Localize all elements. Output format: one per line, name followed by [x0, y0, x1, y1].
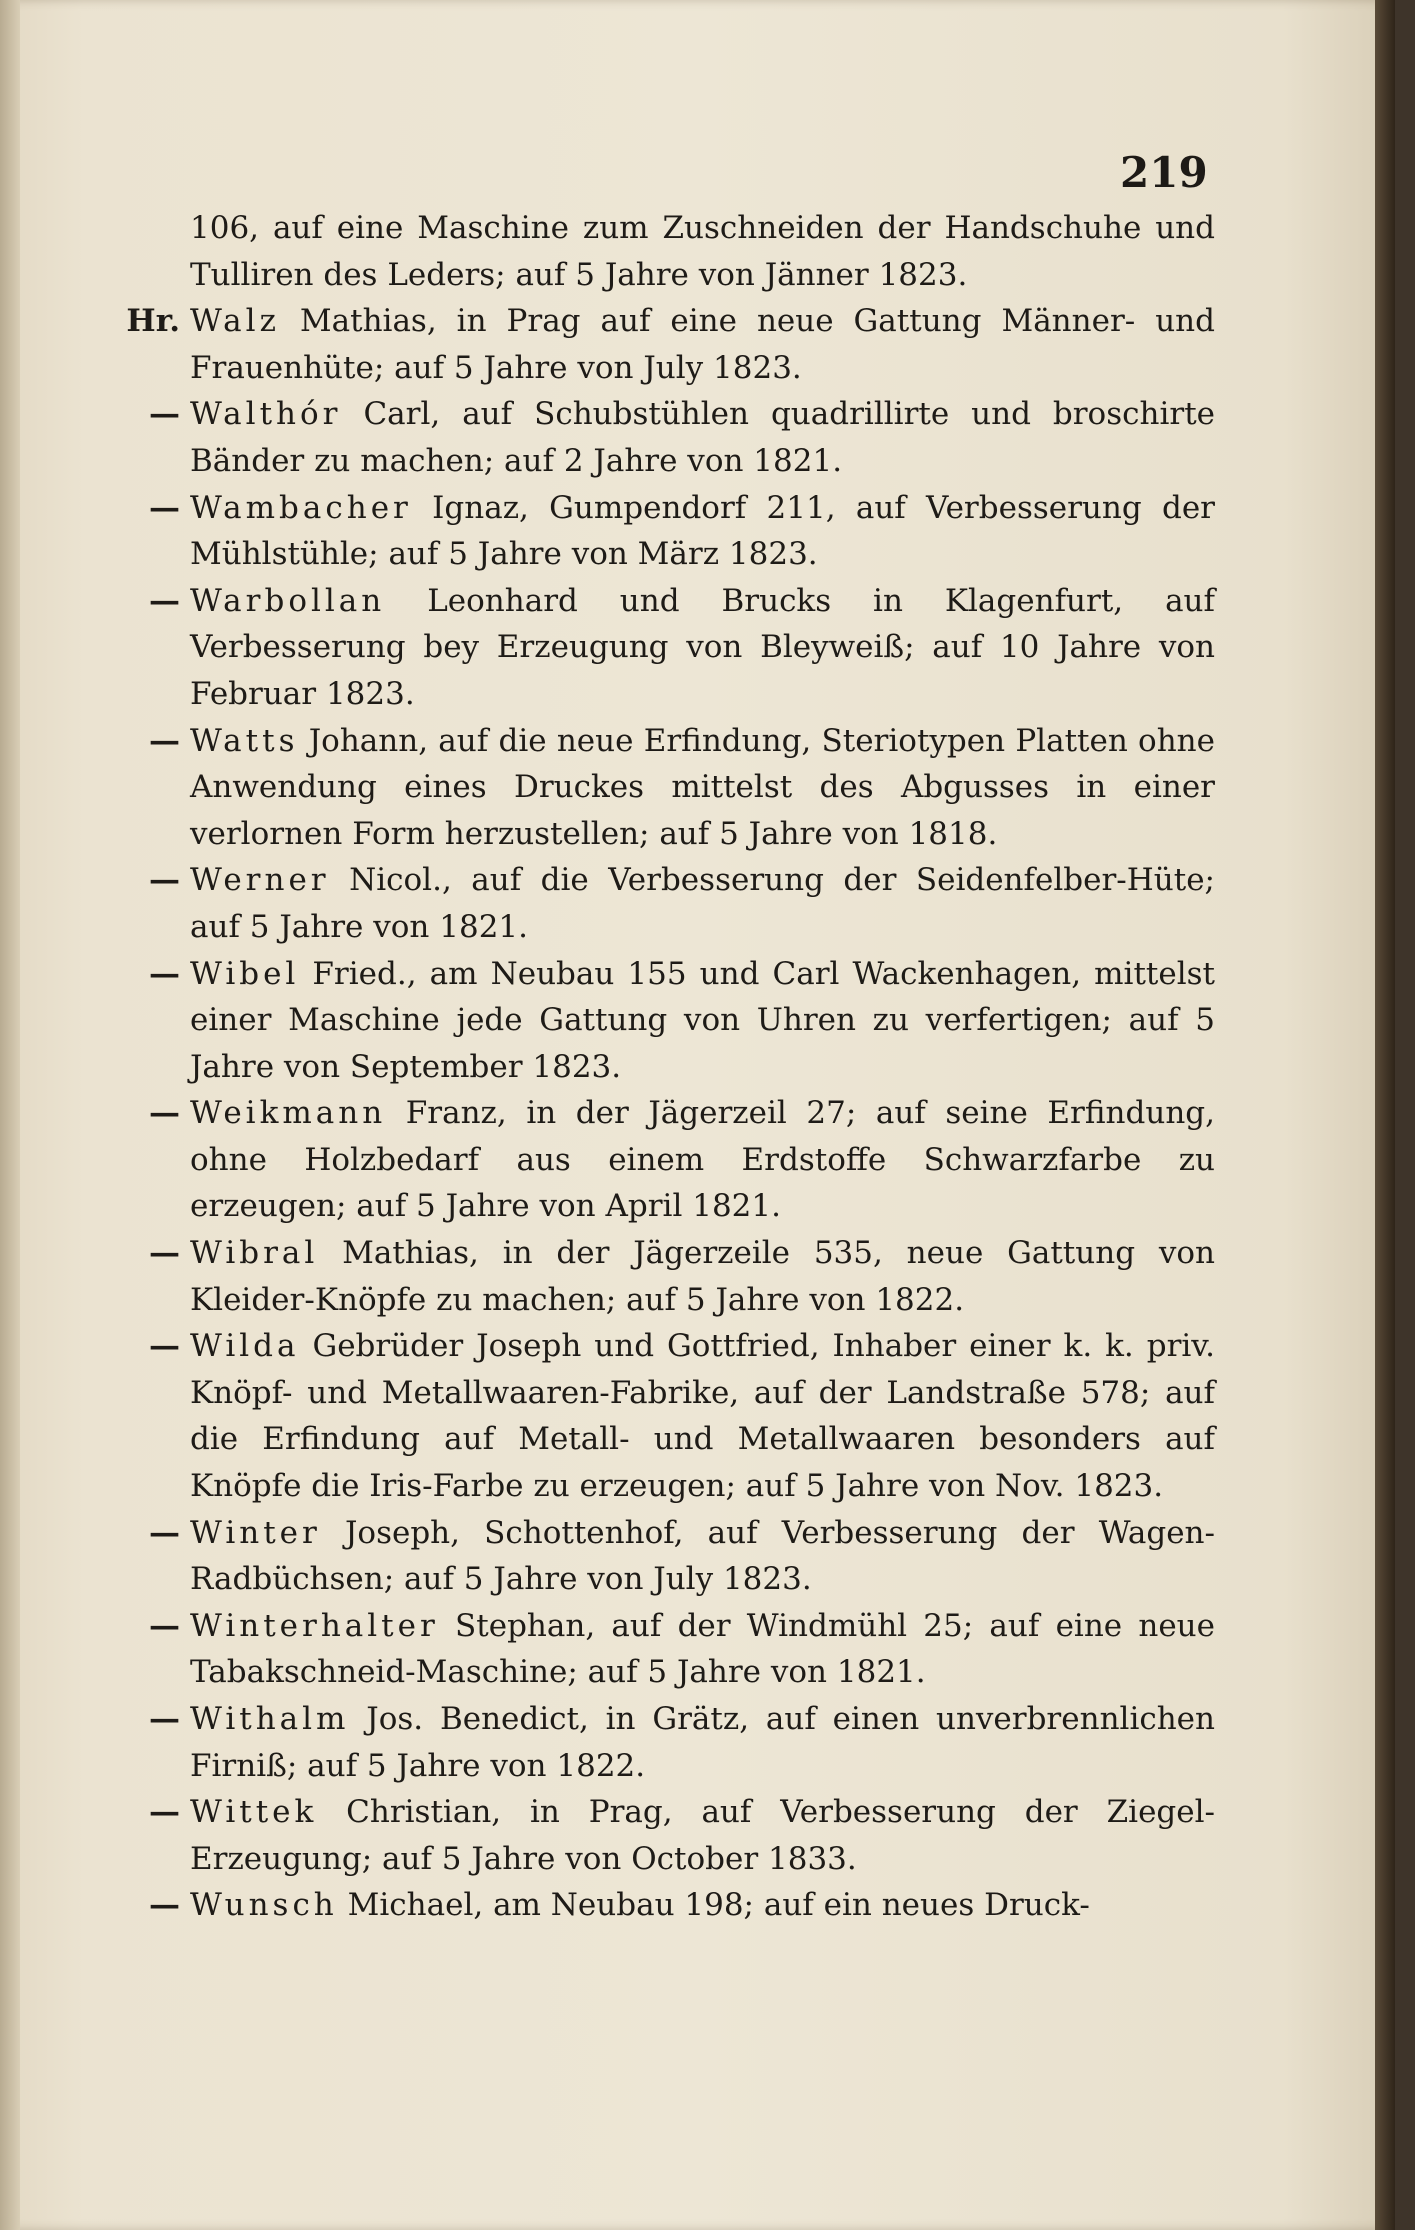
entry-withalm [149, 1696, 1215, 1789]
patent-entry-list [126, 205, 1215, 1929]
entry-wilda [149, 1323, 1215, 1509]
entry-winter [149, 1510, 1215, 1603]
entry-name: Warbollan [190, 582, 386, 619]
entry-name: Winter [190, 1514, 321, 1551]
entry-name: Wambacher [190, 489, 412, 526]
entry-text: Nicol., auf die Verbesserung der Seidenfelber-Hüte; auf 5 Jahre von 1821. [190, 862, 1215, 945]
entry-marker: — [149, 1095, 180, 1132]
entry-text: Gebrüder Joseph und Gottfried, Inhaber einer k. k. priv. Knöpf- und Metallwaaren-Fabrike, auf der Landstraße 578; auf die Erfindung auf Metall- und Metallwaaren besonders auf Knöpfe die Iris-Farbe zu erzeugen; auf 5 Jahre von Nov. 1823. [190, 1328, 1215, 1505]
entry-wibel [149, 951, 1215, 1091]
entry-text: Christian, in Prag, auf Verbesserung der Ziegel-Erzeugung; auf 5 Jahre von October 1833. [190, 1794, 1215, 1877]
entry-continuation [190, 205, 1215, 298]
entry-text: Carl, auf Schubstühlen quadrillirte und broschirte Bänder zu machen; auf 2 Jahre von 1821. [190, 396, 1215, 479]
entry-marker: — [149, 1794, 180, 1831]
entry-name: Withalm [190, 1701, 350, 1737]
entry-marker: — [149, 1328, 180, 1365]
entry-marker: — [149, 1701, 180, 1737]
entry-name: Winterhalter [190, 1607, 439, 1644]
entry-text: Joseph, Schottenhof, auf Verbesserung der Wagen-Radbüchsen; auf 5 Jahre von July 1823. [190, 1514, 1215, 1598]
entry-name: Watts [190, 722, 299, 759]
page-number: 219 [1120, 148, 1208, 197]
entry-text: Stephan, auf der Windmühl 25; auf eine neue Tabakschneid-Maschine; auf 5 Jahre von 1821. [190, 1607, 1215, 1691]
entry-text: Fried., am Neubau 155 und Carl Wackenhagen, mittelst einer Maschine jede Gattung von Uhren zu verfertigen; auf 5 Jahre von September 1823. [190, 955, 1215, 1085]
entry-weikmann [149, 1090, 1215, 1230]
entry-marker: — [149, 1514, 180, 1551]
entry-text: Johann, auf die neue Erfindung, Steriotypen Platten ohne Anwendung eines Druckes mittelst des Abgusses in einer verlornen Form herzustellen; auf 5 Jahre von 1818. [190, 722, 1215, 852]
entry-marker: — [149, 396, 180, 433]
entry-name: Walz [190, 303, 280, 340]
entry-name: Wittek [190, 1794, 318, 1831]
entry-text: Leonhard und Brucks in Klagenfurt, auf Verbesserung bey Erzeugung von Bleyweiß; auf 10 Jahre von Februar 1823. [190, 582, 1215, 712]
entry-wambacher [149, 485, 1215, 578]
entry-text: Mathias, in der Jägerzeile 535, neue Gattung von Kleider-Knöpfe zu machen; auf 5 Jahre von 1822. [190, 1235, 1215, 1318]
entry-name: Werner [190, 862, 330, 899]
entry-marker: — [149, 582, 180, 619]
entry-name: Wilda [190, 1328, 300, 1365]
entry-marker: Hr. [126, 303, 180, 340]
entry-wunsch [149, 1882, 1215, 1929]
entry-text: Michael, am Neubau 198; auf ein neues Druck- [337, 1887, 1090, 1924]
entry-wittek [149, 1789, 1215, 1882]
entry-marker: — [149, 1607, 180, 1644]
page-gutter [0, 0, 20, 2230]
book-cover-edge [1375, 0, 1395, 2230]
entry-text: Franz, in der Jägerzeil 27; auf seine Erfindung, ohne Holzbedarf aus einem Erdstoffe Schwarzfarbe zu erzeugen; auf 5 Jahre von April 1821. [190, 1095, 1215, 1225]
entry-walz [126, 298, 1215, 391]
entry-marker: — [149, 722, 180, 759]
entry-watts [149, 718, 1215, 858]
entry-text: Ignaz, Gumpendorf 211, auf Verbesserung der Mühlstühle; auf 5 Jahre von März 1823. [190, 489, 1215, 573]
entry-winterhalter [149, 1603, 1215, 1696]
entry-werner [149, 857, 1215, 950]
entry-text: Jos. Benedict, in Grätz, auf einen unverbrennlichen Firniß; auf 5 Jahre von 1822. [190, 1701, 1215, 1784]
entry-name: Wunsch [190, 1887, 338, 1924]
entry-warbollan [149, 578, 1215, 718]
entry-marker: — [149, 489, 180, 526]
entry-marker: — [149, 1887, 180, 1924]
entry-wibral [149, 1230, 1215, 1323]
entry-name: Wibel [190, 955, 300, 992]
entry-text: Mathias, in Prag auf eine neue Gattung Männer- und Frauenhüte; auf 5 Jahre von July 1823. [190, 303, 1215, 386]
entry-marker: — [149, 955, 180, 992]
entry-name: Wibral [190, 1235, 319, 1272]
entry-text: 106, auf eine Maschine zum Zuschneiden der Handschuhe und Tulliren des Leders; auf 5 Jahre von Jänner 1823. [190, 210, 1215, 293]
entry-walthor [149, 391, 1215, 484]
entry-marker: — [149, 862, 180, 899]
entry-name: Weikmann [190, 1095, 387, 1132]
entry-name: Walthór [190, 396, 342, 433]
entry-marker: — [149, 1235, 180, 1272]
